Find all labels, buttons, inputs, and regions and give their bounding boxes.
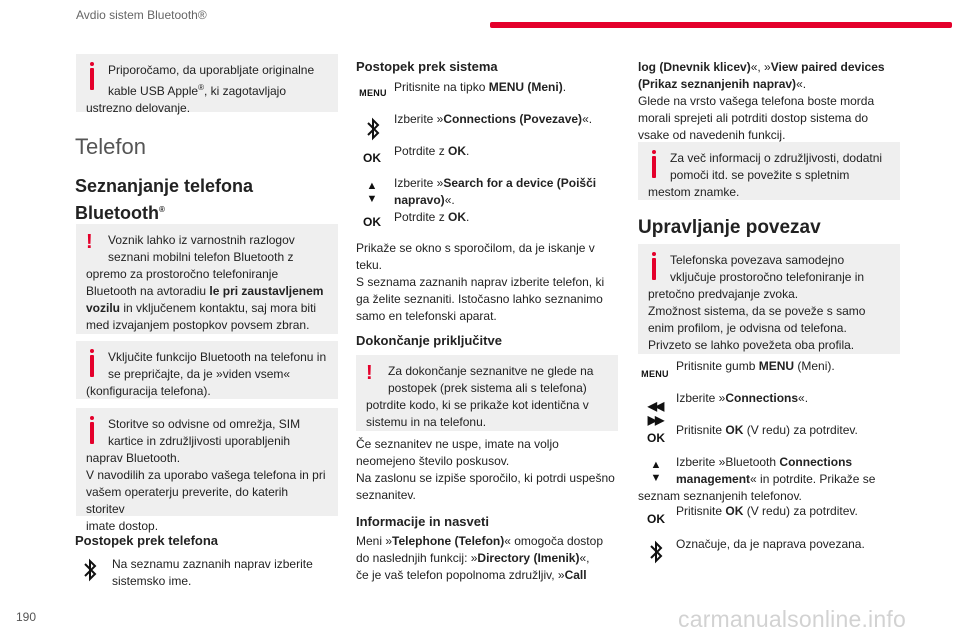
bluetooth-icon — [363, 117, 383, 143]
pairing-failure-paragraph: Če seznanitev ne uspe, imate na voljo neomejeno število poskusov. Na zaslonu se izpiše sporočilo, ki potrdi uspešno seznanitev. — [356, 437, 615, 502]
search-info-paragraph: Prikaže se okno s sporočilom, da je iskanje v teku. S seznama zaznanih naprav izberite telefon, ki ga želite seznaniti. Istočasno lahko seznanimo samo en telefonski aparat. — [356, 241, 605, 323]
finish-connection-title: Dokončanje priključitve — [356, 333, 502, 348]
step-press-ok: Pritisnite OK (V redu) za potrditev. — [676, 423, 858, 437]
note-services: Storitve so odvisne od omrežja, SIM kartice in združljivosti uporabljenih naprav Bluetooth. V navodilih za uporabo vašega telefona in pri vašem operaterju preverite, do katerih storitev imate dostop. — [76, 408, 338, 516]
ok-button-icon: OK — [363, 215, 381, 229]
phone-procedure-step: Na seznamu zaznanih naprav izberite sistemsko ime. — [112, 557, 313, 588]
warning-driver-safety: ! Voznik lahko iz varnostnih razlogov seznani mobilni telefon Bluetooth z opremo za prostoročno telefoniranje Bluetooth na avtoradiu le pri zaustavljenem vozilu in vključenem kontaktu, saj mora biti med izvajanjem postopkov povsem zbran. — [76, 224, 338, 334]
step-select-connections: Izberite »Connections (Povezave)«. — [394, 112, 593, 126]
note-enable-bluetooth: Vključite funkcijo Bluetooth na telefonu in se prepričajte, da je »viden vsem« (konfiguracija telefona). — [76, 341, 338, 399]
system-procedure-title: Postopek prek sistema — [356, 59, 498, 74]
step-press-ok-2: Pritisnite OK (V redu) za potrditev. — [676, 504, 858, 518]
watermark: carmanualsonline.info — [678, 606, 906, 632]
phone-procedure-title: Postopek prek telefona — [75, 533, 219, 548]
pairing-title: Seznanjanje telefona Bluetooth® — [75, 176, 254, 223]
up-down-arrows-icon: ▲ ▼ — [650, 459, 662, 484]
up-down-arrows-icon: ▲ ▼ — [366, 180, 378, 205]
left-right-arrows-icon: ◀◀ ▶▶ — [647, 399, 663, 427]
note-connection-profiles: Telefonska povezava samodejno vključuje prostoročno telefoniranje in pretočno predvajanje zvoka. Zmožnost sistema, da se poveže s samo enim profilom, je odvisna od telefona. Privzeto se lahko povežeta oba profila. — [638, 244, 900, 354]
header-accent-bar — [490, 22, 952, 28]
section-title-telefon: Telefon — [75, 134, 146, 159]
ok-button-icon: OK — [647, 512, 665, 526]
connected-indicator-text: Označuje, da je naprava povezana. — [676, 537, 865, 551]
page-number: 190 — [16, 610, 37, 624]
bluetooth-icon — [646, 540, 666, 566]
bluetooth-icon — [80, 558, 100, 584]
step-bluetooth-management: Izberite »Bluetooth Connections management« in potrdite. Prikaže se — [676, 455, 876, 486]
warning-confirm-code: ! Za dokončanje seznanitve ne glede na postopek (prek sistema ali s telefona) potrdite kodo, ki se prikaže kot identična v sistemu in na telefonu. — [356, 355, 618, 431]
warning-icon: ! — [86, 231, 93, 253]
warning-icon: ! — [366, 362, 373, 384]
note-compatibility: Za več informacij o združljivosti, dodatni pomoči itd. se povežite s spletnim mestom znamke. — [638, 142, 900, 200]
manage-connections-title: Upravljanje povezav — [638, 217, 821, 238]
menu-button-icon: MENU — [641, 369, 669, 379]
step-press-menu: Pritisnite na tipko MENU (Meni). — [394, 80, 567, 94]
ok-button-icon: OK — [363, 151, 381, 165]
step-search-device: Izberite »Search for a device (Poišči napravo)«. Potrdite z OK. — [394, 176, 597, 224]
step-select-connections-2: Izberite »Connections«. — [676, 391, 809, 405]
step-confirm-ok: Potrdite z OK. — [394, 144, 470, 158]
ok-button-icon: OK — [647, 431, 665, 445]
page-header-title: Avdio sistem Bluetooth® — [76, 8, 207, 22]
step-press-menu-2: Pritisnite gumb MENU (Meni). — [676, 359, 835, 373]
info-tips-title: Informacije in nasveti — [356, 514, 489, 529]
menu-button-icon: MENU — [359, 88, 387, 98]
paired-phones-text: seznam seznanjenih telefonov. — [638, 489, 802, 503]
note-usb-cable: Priporočamo, da uporabljate originalne kable USB Apple®, ki zagotavljajo ustrezno delovanje. — [76, 54, 338, 112]
telephone-menu-paragraph: Meni »Telephone (Telefon)« omogoča dostop do naslednjih funkcij: »Directory (Imenik)«, če je vaš telefon popolnoma združljiv, »Call — [356, 534, 603, 582]
call-log-paragraph: log (Dnevnik klicev)«, »View paired devices (Prikaz seznanjenih naprav)«. Glede na vrsto vašega telefona boste morda morali sprejeti ali potrditi dostop sistema do vsake od navedenih funkcij. — [638, 60, 885, 142]
